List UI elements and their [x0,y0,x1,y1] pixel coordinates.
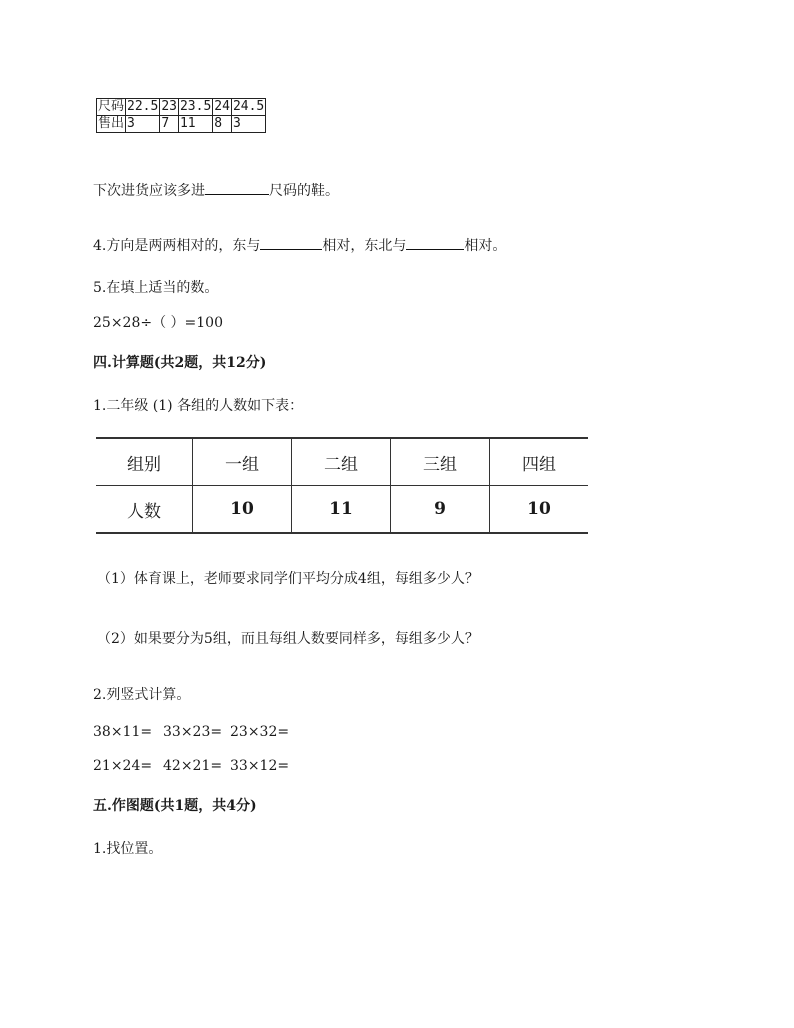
table-cell: 三组 [391,438,490,486]
question-title: 1.找位置。 [93,841,163,857]
table-cell: 3 [231,116,265,133]
table-cell: 10 [193,486,292,534]
table-cell: 售出 [98,116,125,131]
q5-expression: 25×28÷（ ）=100 [93,315,223,331]
sub-question-1: （1）体育课上，老师要求同学们平均分成4组，每组多少人？ [97,571,479,587]
table-cell: 二组 [292,438,391,486]
shoe-size-table [96,98,266,133]
table-cell: 24.5 [232,99,265,114]
table-cell: 9 [391,486,490,534]
calc-row-1 [93,722,289,742]
table-cell: 组别 [96,438,193,486]
table-cell: 四组 [490,438,589,486]
table-cell: 尺码 [98,99,125,114]
table-cell: 22.5 [127,99,159,114]
q4-part3: 相对。 [464,238,507,254]
calc-item: 42×21= [163,758,223,774]
q3-text-before: 下次进货应该多进 [93,183,205,199]
calc-item: 21×24= [93,758,153,774]
answer-blank[interactable] [406,235,464,250]
q5-title: 5.在填上适当的数。 [93,280,219,296]
calc-row-2 [93,756,289,776]
section-heading: 五.作图题(共1题，共4分) [93,798,257,814]
question-title: 1.二年级 (1) 各组的人数如下表： [93,398,304,414]
table-cell: 10 [527,499,551,519]
q4-part1: 4.方向是两两相对的，东与 [93,238,261,254]
q4-line [93,235,506,256]
calc-item: 33×12= [230,758,290,774]
table-cell: 7 [160,116,179,133]
answer-blank[interactable] [260,235,322,250]
table-cell: 8 [213,116,232,133]
q3-line [93,180,339,201]
table-cell: 23 [161,99,177,114]
table-row [97,116,266,133]
q4-part2: 相对，东北与 [322,238,407,254]
calc-item: 38×11= [93,724,153,740]
table-cell: 11 [292,486,391,534]
question-title: 2.列竖式计算。 [93,687,191,703]
table-row [96,438,588,486]
table-row [96,486,588,534]
calc-item: 23×32= [230,724,290,740]
q3-text-after: 尺码的鞋。 [269,183,339,199]
section-heading: 四.计算题(共2题，共12分) [93,355,267,371]
calc-item: 33×23= [163,724,223,740]
table-cell: 一组 [193,438,292,486]
table-cell: 11 [178,116,212,133]
table-row [97,99,266,116]
table-cell: 24 [214,99,230,114]
sub-question-2: （2）如果要分为5组，而且每组人数要同样多，每组多少人？ [97,631,479,647]
table-cell: 23.5 [179,99,212,114]
answer-blank[interactable] [205,180,269,195]
group-count-table [96,437,588,534]
table-cell: 3 [126,116,160,133]
table-cell: 人数 [96,486,193,534]
